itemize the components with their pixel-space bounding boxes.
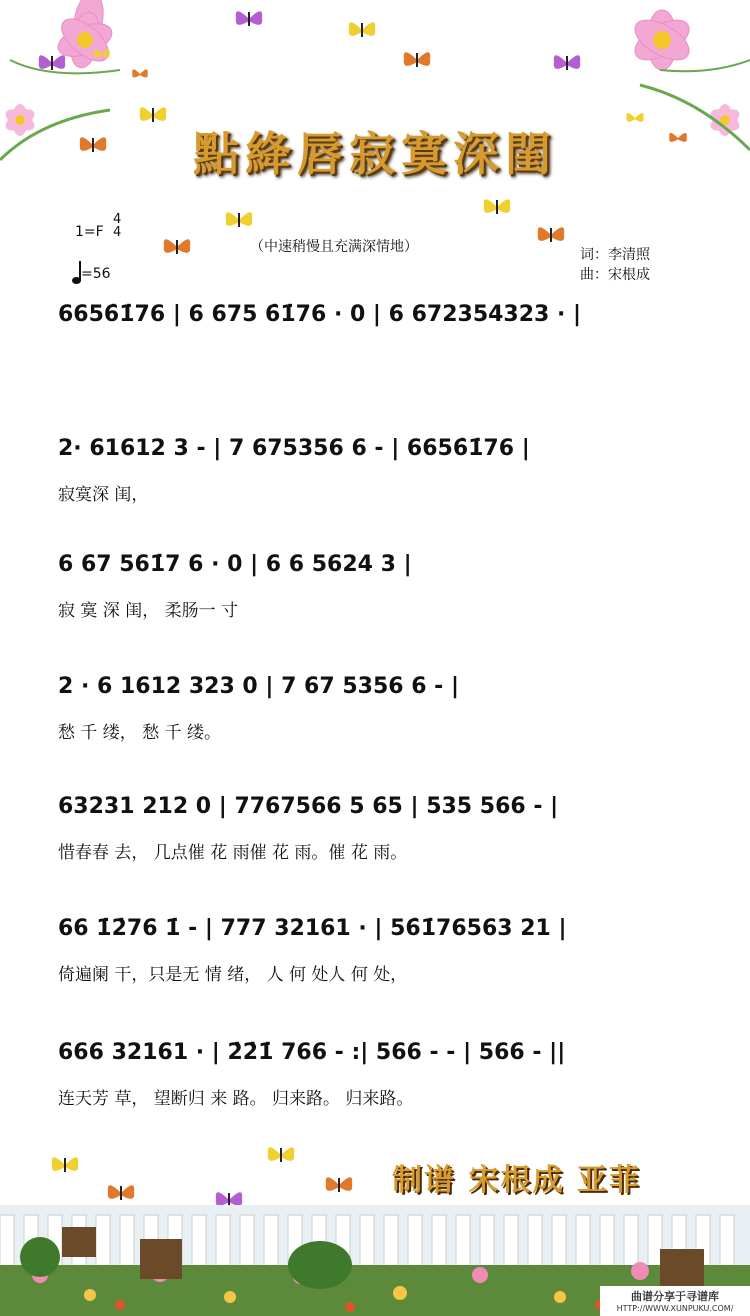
time-signature: 4 4 [113,212,122,240]
notation-line: 6656̇1̇76 | 6 675 6̇1̇76 · 0 | 6 672354323 · | [58,302,582,327]
butterfly-icon [345,15,379,45]
lyric-line: 寂寞深 闺， [58,485,149,505]
butterfly-icon [160,232,194,262]
lyric-line: 惜春春 去， 几点催 花 雨催 花 雨。催 花 雨。 [58,843,408,863]
tempo-marking: =56 [72,266,111,284]
notation-line: 66 1̇2̇76 1̇ - | 777 32161 · | 56̇1̇76563 21 | [58,916,567,941]
watermark-stamp: 曲谱分享于寻谱库 HTTP://WWW.XUNPUKU.COM/ [600,1286,750,1316]
notation-line: 6 67 561̇7 6 · 0 | 6 6 5624 3 | [58,552,412,577]
quarter-note-icon [72,277,81,284]
butterfly-icon [35,48,69,78]
butterfly-icon [550,48,584,78]
song-title: 點絳唇寂寞深閨 [193,127,557,181]
butterfly-icon [104,1178,138,1208]
key-signature: 1=F [75,224,104,240]
credit: 制谱 宋根成 亚菲 [392,1163,641,1198]
expression-mark: （中速稍慢且充满深情地） [250,239,418,255]
butterfly-icon [480,192,514,222]
butterfly-icon [232,4,266,34]
composer: 曲：宋根成 [580,267,650,283]
notation-line: 63231 212 0 | 7767566 5 65 | 535 566 - | [58,794,559,819]
lyric-line: 连天芳 草， 望断归 来 路。 归来路。 归来路。 [58,1089,414,1109]
notation-line: 2· 61612 3 - | 7 675356 6 - | 6656̇1̇76 | [58,436,530,461]
butterfly-icon [322,1170,356,1200]
butterfly-icon [534,220,568,250]
lyric-line: 愁 千 缕， 愁 千 缕。 [58,723,222,743]
butterfly-icon [48,1150,82,1180]
notation-line: 666 32161 · | 2̇2̇1̇ 766 - :| 566 - - | 566 - || [58,1040,566,1065]
butterfly-icon [400,45,434,75]
notation-line: 2 · 6 1612 323 0 | 7 67 5356 6 - | [58,674,460,699]
lyric-line: 倚遍阑 干，只是无 情 绪， 人 何 处人 何 处， [58,965,408,985]
butterfly-icon [264,1140,298,1170]
butterfly-icon [222,205,256,235]
butterfly-icon [130,65,150,83]
lyric-line: 寂 寞 深 闺， 柔肠一 寸 [58,601,239,621]
lyricist: 词：李清照 [580,247,650,263]
butterfly-icon [92,45,112,63]
